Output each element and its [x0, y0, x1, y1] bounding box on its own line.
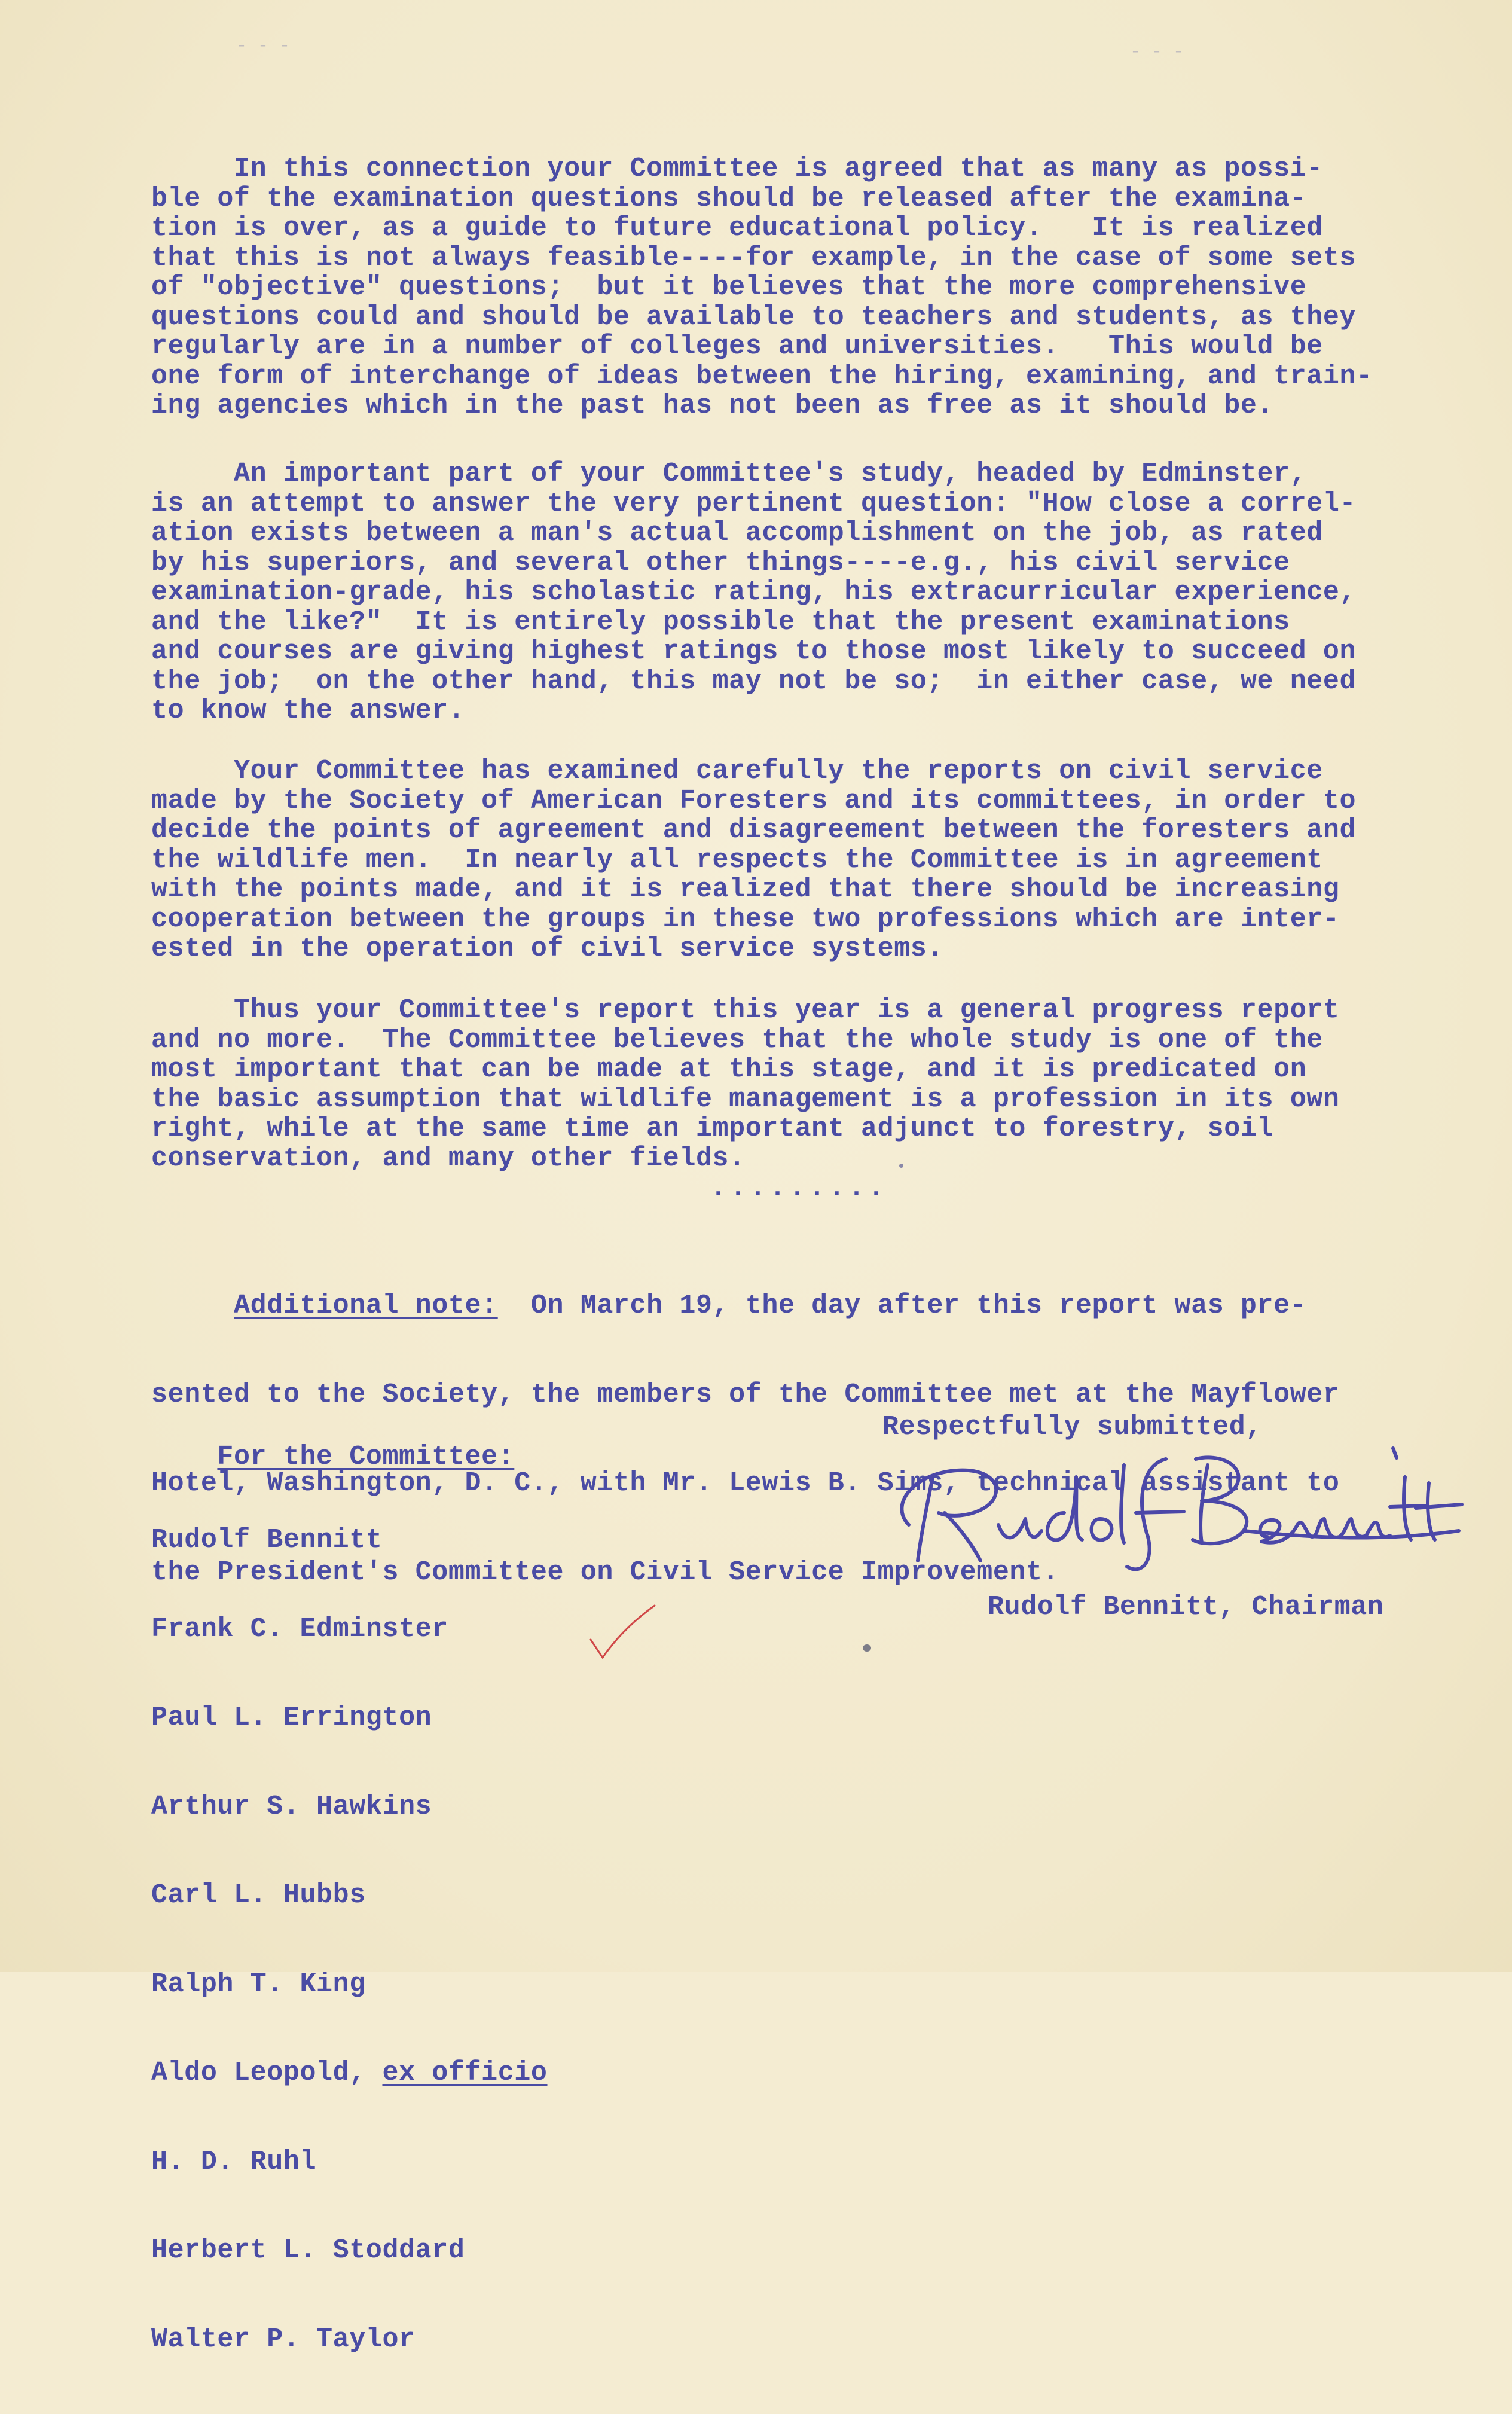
paragraph-line: ation exists between a man's actual accomplishment on the job, as rated — [151, 518, 1323, 548]
paragraph-line: that this is not always feasible----for example, in the case of some sets — [151, 242, 1357, 273]
additional-note-line: Hotel, Washington, D. C., with Mr. Lewis B. Sims, technical assistant to — [151, 1468, 1340, 1499]
paragraph-line: the basic assumption that wildlife management is a profession in its own — [151, 1084, 1340, 1115]
ink-speck — [899, 1164, 903, 1168]
paragraph-line: most important that can be made at this stage, and it is predicated on — [151, 1054, 1307, 1085]
paragraph-line: ing agencies which in the past has not been as free as it should be. — [151, 390, 1274, 421]
paragraph-line: tion is over, as a guide to future educational policy. It is realized — [151, 213, 1323, 243]
paragraph-line: Thus your Committee's report this year is a general progress report — [151, 995, 1340, 1026]
additional-note-first-line: On March 19, the day after this report was pre- — [497, 1290, 1307, 1321]
paragraph-line: ested in the operation of civil service systems. — [151, 933, 944, 964]
committee-member: H. D. Ruhl — [151, 2146, 317, 2177]
paragraph-line: An important part of your Committee's study, headed by Edminster, — [151, 459, 1307, 489]
paragraph-line: ble of the examination questions should be released after the examina- — [151, 183, 1307, 214]
red-check-mark — [586, 1603, 658, 1671]
paragraph-line: cooperation between the groups in these two professions which are inter- — [151, 904, 1340, 935]
committee-member: Ralph T. King — [151, 1969, 366, 2000]
pencil-mark: - - - — [1130, 42, 1184, 62]
paragraph-line: one form of interchange of ideas between the hiring, examining, and train- — [151, 361, 1373, 392]
committee-member: Arthur S. Hawkins — [151, 1791, 432, 1822]
paragraph-line: and the like?" It is entirely possible that the present examinations — [151, 606, 1290, 637]
paragraph-line: the job; on the other hand, this may not be so; in either case, we need — [151, 666, 1357, 697]
paragraph-line: examination-grade, his scholastic rating, his extracurricular experience, — [151, 577, 1357, 608]
paragraph-examination-questions — [151, 154, 1373, 421]
paragraph-progress-report — [151, 996, 1340, 1173]
signer-name: Rudolf Bennitt, Chairman — [988, 1592, 1384, 1622]
paragraph-society-american-foresters — [151, 756, 1356, 964]
paragraph-line: regularly are in a number of colleges and universities. This would be — [151, 331, 1323, 362]
paragraph-line: and no more. The Committee believes that the whole study is one of the — [151, 1024, 1323, 1055]
paragraph-line: conservation, and many other fields. — [151, 1143, 746, 1174]
pencil-mark: - - - — [236, 36, 291, 56]
paragraph-line: with the points made, and it is realized that there should be increasing — [151, 874, 1340, 905]
paragraph-line: In this connection your Committee is agreed that as many as possi- — [151, 154, 1323, 184]
additional-note-line: sented to the Society, the members of the Committee met at the Mayflower — [151, 1379, 1340, 1410]
additional-note-line: the President's Committee on Civil Service Improvement. — [151, 1557, 1059, 1588]
closing-salutation: Respectfully submitted, — [882, 1412, 1262, 1442]
paragraph-line: by his superiors, and several other things----e.g., his civil service — [151, 547, 1290, 578]
committee-member: Rudolf Bennitt — [151, 1525, 383, 1555]
paragraph-correlation-study — [151, 459, 1356, 726]
committee-member: Walter P. Taylor — [151, 2324, 416, 2355]
separator-dots: ......... — [710, 1173, 888, 1204]
paragraph-line: decide the points of agreement and disagreement between the foresters and — [151, 815, 1357, 846]
committee-heading-text: For the Committee: — [217, 1441, 515, 1472]
paragraph-line: the wildlife men. In nearly all respects the Committee is in agreement — [151, 844, 1323, 875]
committee-member: Carl L. Hubbs — [151, 1880, 366, 1911]
paragraph-line: to know the answer. — [151, 695, 465, 726]
committee-member-list — [151, 1466, 548, 2413]
paragraph-line: questions could and should be available to teachers and students, as they — [151, 301, 1357, 332]
ex-officio: ex officio — [382, 2058, 548, 2088]
committee-member: Paul L. Errington — [151, 1702, 432, 1733]
committee-member-leopold — [151, 2058, 548, 2088]
paragraph-line: is an attempt to answer the very pertinent question: "How close a correl- — [151, 488, 1357, 519]
handwritten-signature — [885, 1441, 1477, 1582]
paragraph-line: made by the Society of American Foresters and its committees, in order to — [151, 785, 1357, 816]
ink-speck — [863, 1644, 871, 1652]
paragraph-line: of "objective" questions; but it believes that the more comprehensive — [151, 272, 1307, 303]
committee-member: Aldo Leopold, — [151, 2058, 366, 2088]
paragraph-line: right, while at the same time an important adjunct to forestry, soil — [151, 1113, 1274, 1144]
paragraph-line: and courses are giving highest ratings to those most likely to succeed on — [151, 636, 1357, 667]
paragraph-line: Your Committee has examined carefully the reports on civil service — [151, 756, 1323, 786]
additional-note-label: Additional note: — [234, 1290, 498, 1321]
committee-member: Herbert L. Stoddard — [151, 2235, 465, 2266]
committee-member: Frank C. Edminster — [151, 1613, 448, 1644]
